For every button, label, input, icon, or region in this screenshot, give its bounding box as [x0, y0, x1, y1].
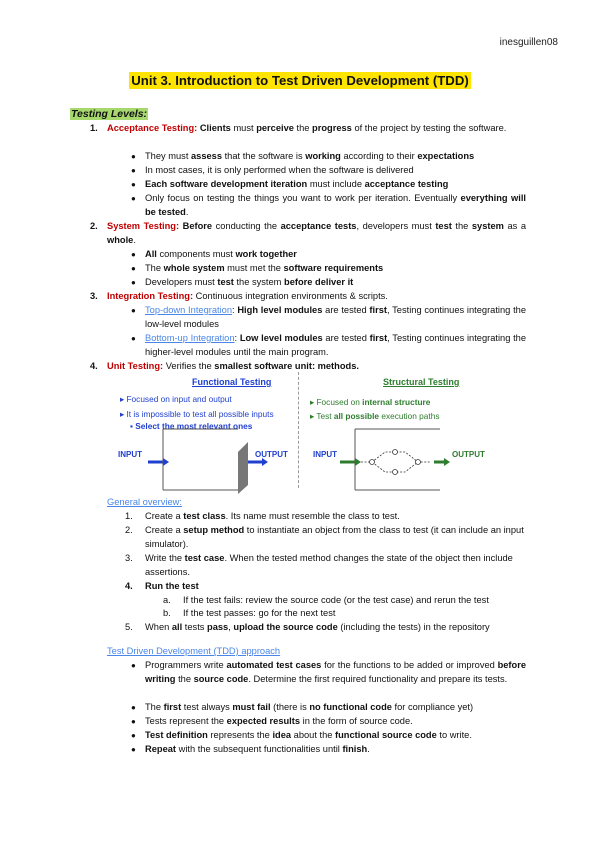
step-number: 3.	[125, 553, 133, 563]
list-item: They must assess that the software is working according to their expectations	[145, 151, 475, 161]
functional-item: ▸ Focused on input and output	[120, 394, 232, 404]
list-item: Repeat with the subsequent functionalities until finish.	[145, 744, 370, 754]
list-item: If the test passes: go for the next test	[183, 608, 336, 618]
top-down-integration-link[interactable]: Top-down Integration	[145, 305, 232, 315]
input-label: INPUT	[313, 450, 337, 459]
substep-number: b.	[163, 608, 171, 618]
list-item: Bottom-up Integration: Low level modules are tested first, Testing continues integrating the higher-level modules until the main program.	[145, 333, 527, 357]
integration-number: 3.	[90, 291, 98, 301]
output-arrow-head	[262, 458, 268, 466]
functional-item: ▸ It is impossible to test all possible inputs	[120, 409, 274, 419]
bullet-icon: ●	[131, 745, 136, 754]
bullet-icon: ●	[131, 661, 136, 670]
black-box-wall	[238, 442, 248, 494]
bullet-icon: ●	[131, 152, 136, 161]
step-number: 5.	[125, 622, 133, 632]
functional-testing-title: Functional Testing	[192, 377, 272, 387]
bullet-icon: ●	[131, 703, 136, 712]
list-item: Each software development iteration must include acceptance testing	[145, 179, 449, 189]
list-item: Create a setup method to instantiate an object from the class to test (it can include an input simulator).	[145, 525, 524, 549]
input-arrow-head	[163, 458, 169, 466]
bullet-icon: ●	[131, 166, 136, 175]
general-overview-link[interactable]: General overview:	[107, 497, 182, 507]
acceptance-number: 1.	[90, 123, 98, 133]
output-label: OUTPUT	[452, 450, 485, 459]
input-label: INPUT	[118, 450, 142, 459]
bullet-icon: ●	[131, 194, 136, 203]
step-number: 4.	[125, 581, 133, 591]
bullet-icon: ●	[131, 717, 136, 726]
structural-testing-title: Structural Testing	[383, 377, 460, 387]
tdd-approach-link[interactable]: Test Driven Development (TDD) approach	[107, 646, 281, 656]
system-number: 2.	[90, 221, 98, 231]
step-number: 1.	[125, 511, 133, 521]
white-box-diagram	[340, 429, 450, 490]
author-name: inesguillen08	[499, 37, 558, 48]
unit-number: 4.	[90, 361, 98, 371]
structural-item: ▸ Focused on internal structure	[310, 397, 431, 407]
list-item: If the test fails: review the source code (or the test case) and rerun the test	[183, 595, 489, 605]
bullet-icon: ●	[131, 180, 136, 189]
bullet-icon: ●	[131, 264, 136, 273]
substep-number: a.	[163, 595, 171, 605]
black-box-diagram	[148, 429, 268, 494]
list-item: Only focus on testing the things you want to work per iteration. Eventually everything will be tested.	[145, 193, 526, 217]
list-item: The whole system must met the software requirements	[145, 263, 384, 273]
list-item: When all tests pass, upload the source code (including the tests) in the repository	[145, 622, 490, 632]
list-item: Tests represent the expected results in the form of source code.	[145, 716, 413, 726]
list-item: In most cases, it is only performed when the software is delivered	[145, 165, 414, 175]
list-item: Run the test	[145, 581, 199, 591]
unit-paragraph: Unit Testing: Verifies the smallest software unit: methods.	[107, 361, 359, 371]
functional-item: ▪ Select the most relevant ones	[130, 421, 253, 431]
testing-levels-heading: Testing Levels:	[71, 108, 148, 120]
list-item: Programmers write automated test cases for the functions to be added or improved before writing the source code. Determine the first required functionality and prepare its tests.	[145, 660, 526, 684]
list-item: Developers must test the system before deliver it	[145, 277, 354, 287]
structural-item: ▸ Test all possible execution paths	[310, 411, 440, 421]
bullet-icon: ●	[131, 250, 136, 259]
bullet-icon: ●	[131, 306, 136, 315]
bullet-icon: ●	[131, 334, 136, 343]
list-item: Test definition represents the idea about the functional source code to write.	[145, 730, 472, 740]
list-item: The first test always must fail (there is no functional code for compliance yet)	[145, 702, 474, 712]
bottom-up-integration-link[interactable]: Bottom-up Integration	[145, 333, 235, 343]
page-title: Unit 3. Introduction to Test Driven Development (TDD)	[131, 73, 469, 88]
integration-paragraph: Integration Testing: Continuous integration environments & scripts.	[107, 291, 388, 301]
list-item: Create a test class. Its name must resemble the class to test.	[145, 511, 400, 521]
bullet-icon: ●	[131, 278, 136, 287]
list-item: Write the test case. When the tested method changes the state of the object then include assertions.	[145, 553, 513, 577]
list-item: All components must work together	[145, 249, 297, 259]
system-paragraph: System Testing: Before conducting the acceptance tests, developers must test the system as a whole.	[107, 221, 526, 245]
acceptance-paragraph: Acceptance Testing: Clients must perceive the progress of the project by testing the software.	[107, 123, 507, 133]
list-item: Top-down Integration: High level modules are tested first, Testing continues integrating the low-level modules	[145, 305, 527, 329]
bullet-icon: ●	[131, 731, 136, 740]
output-label: OUTPUT	[255, 450, 288, 459]
step-number: 2.	[125, 525, 133, 535]
